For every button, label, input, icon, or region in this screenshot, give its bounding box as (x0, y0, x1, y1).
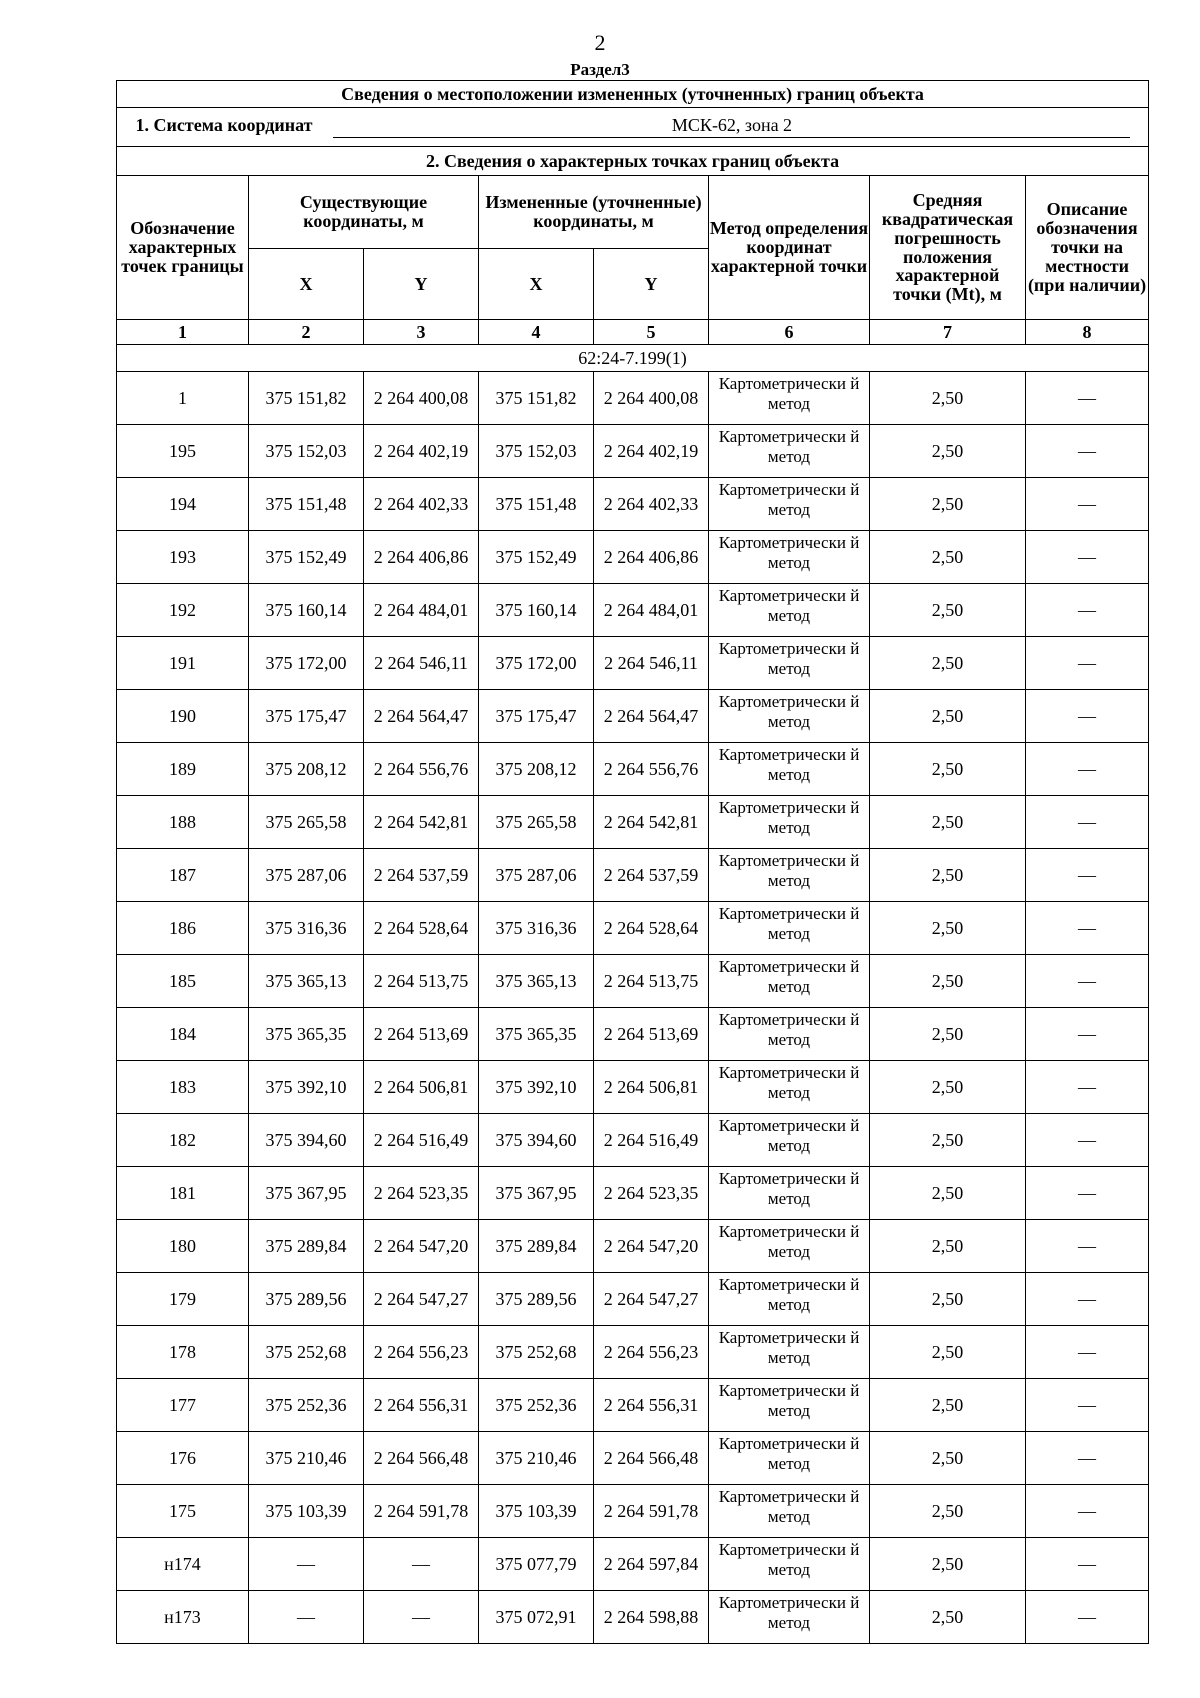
changed-x-cell: 375 077,79 (479, 1538, 594, 1591)
point-cell: н173 (117, 1591, 249, 1644)
changed-y-cell: 2 264 547,27 (594, 1273, 709, 1326)
description-cell: — (1026, 1167, 1149, 1220)
existing-y-cell: 2 264 546,11 (364, 637, 479, 690)
error-cell: 2,50 (870, 1167, 1026, 1220)
header-row-1 (117, 176, 1149, 249)
description-cell: — (1026, 1008, 1149, 1061)
description-cell: — (1026, 690, 1149, 743)
existing-x-cell: 375 367,95 (249, 1167, 364, 1220)
description-cell: — (1026, 1432, 1149, 1485)
existing-x-cell: 375 365,35 (249, 1008, 364, 1061)
error-cell: 2,50 (870, 690, 1026, 743)
table-row (117, 1220, 1149, 1273)
existing-y-cell: 2 264 523,35 (364, 1167, 479, 1220)
table-row (117, 372, 1149, 425)
description-cell: — (1026, 743, 1149, 796)
existing-x-cell: 375 392,10 (249, 1061, 364, 1114)
table-row (117, 1273, 1149, 1326)
description-cell: — (1026, 478, 1149, 531)
table-row (117, 743, 1149, 796)
changed-y-cell: 2 264 546,11 (594, 637, 709, 690)
method-cell: Картометрически й метод (709, 637, 870, 690)
method-cell: Картометрически й метод (709, 955, 870, 1008)
method-cell: Картометрически й метод (709, 849, 870, 902)
table-row (117, 796, 1149, 849)
existing-y-cell: 2 264 402,33 (364, 478, 479, 531)
description-cell: — (1026, 1538, 1149, 1591)
error-cell: 2,50 (870, 743, 1026, 796)
table-row (117, 902, 1149, 955)
point-cell: 194 (117, 478, 249, 531)
method-cell: Картометрически й метод (709, 1220, 870, 1273)
existing-y-cell: 2 264 402,19 (364, 425, 479, 478)
changed-y-cell: 2 264 537,59 (594, 849, 709, 902)
changed-x-cell: 375 208,12 (479, 743, 594, 796)
changed-y-cell: 2 264 516,49 (594, 1114, 709, 1167)
changed-x-cell: 375 172,00 (479, 637, 594, 690)
description-cell: — (1026, 1485, 1149, 1538)
error-cell: 2,50 (870, 1591, 1026, 1644)
error-cell: 2,50 (870, 1379, 1026, 1432)
header-changed-y: Y (594, 249, 709, 320)
existing-y-cell: 2 264 591,78 (364, 1485, 479, 1538)
point-cell: 187 (117, 849, 249, 902)
changed-y-cell: 2 264 484,01 (594, 584, 709, 637)
changed-x-cell: 375 175,47 (479, 690, 594, 743)
changed-y-cell: 2 264 400,08 (594, 372, 709, 425)
method-cell: Картометрически й метод (709, 1008, 870, 1061)
description-cell: — (1026, 425, 1149, 478)
existing-y-cell: 2 264 556,31 (364, 1379, 479, 1432)
changed-x-cell: 375 152,03 (479, 425, 594, 478)
header-method: Метод определения координат характерной точки (709, 176, 870, 320)
coord-system-value: МСК-62, зона 2 (333, 116, 1130, 139)
description-cell: — (1026, 1061, 1149, 1114)
table-title: Сведения о местоположении измененных (уточненных) границ объекта (117, 81, 1149, 108)
existing-y-cell: 2 264 537,59 (364, 849, 479, 902)
method-cell: Картометрически й метод (709, 1432, 870, 1485)
method-cell: Картометрически й метод (709, 1167, 870, 1220)
existing-y-cell: 2 264 528,64 (364, 902, 479, 955)
error-cell: 2,50 (870, 1220, 1026, 1273)
changed-x-cell: 375 316,36 (479, 902, 594, 955)
page-number: 2 (594, 30, 606, 55)
method-cell: Картометрически й метод (709, 743, 870, 796)
changed-x-cell: 375 210,46 (479, 1432, 594, 1485)
method-cell: Картометрически й метод (709, 1591, 870, 1644)
error-cell: 2,50 (870, 849, 1026, 902)
changed-x-cell: 375 252,36 (479, 1379, 594, 1432)
error-cell: 2,50 (870, 425, 1026, 478)
existing-y-cell: 2 264 484,01 (364, 584, 479, 637)
changed-y-cell: 2 264 556,76 (594, 743, 709, 796)
changed-y-cell: 2 264 402,33 (594, 478, 709, 531)
description-cell: — (1026, 955, 1149, 1008)
column-number: 5 (594, 320, 709, 345)
column-number: 1 (117, 320, 249, 345)
method-cell: Картометрически й метод (709, 902, 870, 955)
changed-y-cell: 2 264 506,81 (594, 1061, 709, 1114)
changed-y-cell: 2 264 542,81 (594, 796, 709, 849)
existing-x-cell: 375 289,84 (249, 1220, 364, 1273)
point-cell: 180 (117, 1220, 249, 1273)
point-cell: н174 (117, 1538, 249, 1591)
point-cell: 177 (117, 1379, 249, 1432)
existing-y-cell: 2 264 547,27 (364, 1273, 479, 1326)
header-changed-x: X (479, 249, 594, 320)
column-number: 7 (870, 320, 1026, 345)
changed-y-cell: 2 264 513,69 (594, 1008, 709, 1061)
error-cell: 2,50 (870, 902, 1026, 955)
existing-y-cell: 2 264 556,23 (364, 1326, 479, 1379)
changed-x-cell: 375 152,49 (479, 531, 594, 584)
changed-y-cell: 2 264 591,78 (594, 1485, 709, 1538)
existing-x-cell: 375 172,00 (249, 637, 364, 690)
error-cell: 2,50 (870, 478, 1026, 531)
changed-y-cell: 2 264 528,64 (594, 902, 709, 955)
existing-y-cell: 2 264 547,20 (364, 1220, 479, 1273)
table-row (117, 1326, 1149, 1379)
point-cell: 195 (117, 425, 249, 478)
table-title-row (117, 81, 1149, 108)
existing-x-cell: 375 252,68 (249, 1326, 364, 1379)
point-cell: 182 (117, 1114, 249, 1167)
method-cell: Картометрически й метод (709, 1379, 870, 1432)
table-row (117, 1538, 1149, 1591)
description-cell: — (1026, 531, 1149, 584)
error-cell: 2,50 (870, 1114, 1026, 1167)
table-row (117, 690, 1149, 743)
table-row (117, 637, 1149, 690)
error-cell: 2,50 (870, 1273, 1026, 1326)
method-cell: Картометрически й метод (709, 372, 870, 425)
existing-x-cell: — (249, 1591, 364, 1644)
error-cell: 2,50 (870, 637, 1026, 690)
header-description: Описание обозначения точки на местности (при наличии) (1026, 176, 1149, 320)
method-cell: Картометрически й метод (709, 425, 870, 478)
method-cell: Картометрически й метод (709, 1114, 870, 1167)
point-cell: 186 (117, 902, 249, 955)
method-cell: Картометрически й метод (709, 584, 870, 637)
table-row (117, 531, 1149, 584)
existing-x-cell: 375 365,13 (249, 955, 364, 1008)
table-row (117, 1591, 1149, 1644)
table-row (117, 1114, 1149, 1167)
point-cell: 190 (117, 690, 249, 743)
table-row (117, 849, 1149, 902)
existing-x-cell: 375 265,58 (249, 796, 364, 849)
changed-x-cell: 375 287,06 (479, 849, 594, 902)
error-cell: 2,50 (870, 1061, 1026, 1114)
header-existing-x: X (249, 249, 364, 320)
point-cell: 179 (117, 1273, 249, 1326)
coord-system-row (117, 108, 1149, 147)
description-cell: — (1026, 902, 1149, 955)
description-cell: — (1026, 372, 1149, 425)
description-cell: — (1026, 849, 1149, 902)
changed-y-cell: 2 264 523,35 (594, 1167, 709, 1220)
column-number: 4 (479, 320, 594, 345)
existing-y-cell: — (364, 1538, 479, 1591)
existing-y-cell: 2 264 406,86 (364, 531, 479, 584)
error-cell: 2,50 (870, 955, 1026, 1008)
table-row (117, 1379, 1149, 1432)
error-cell: 2,50 (870, 1432, 1026, 1485)
table-row (117, 1061, 1149, 1114)
column-numbers-row (117, 320, 1149, 345)
existing-y-cell: — (364, 1591, 479, 1644)
description-cell: — (1026, 1326, 1149, 1379)
table-row (117, 1008, 1149, 1061)
error-cell: 2,50 (870, 372, 1026, 425)
error-cell: 2,50 (870, 1326, 1026, 1379)
changed-x-cell: 375 289,84 (479, 1220, 594, 1273)
method-cell: Картометрически й метод (709, 1273, 870, 1326)
existing-x-cell: 375 103,39 (249, 1485, 364, 1538)
existing-y-cell: 2 264 542,81 (364, 796, 479, 849)
section-label: Раздел3 (570, 60, 630, 79)
boundary-points-table (116, 80, 1149, 1644)
description-cell: — (1026, 1591, 1149, 1644)
header-existing: Существующие координаты, м (249, 176, 479, 249)
existing-y-cell: 2 264 564,47 (364, 690, 479, 743)
existing-x-cell: 375 252,36 (249, 1379, 364, 1432)
changed-x-cell: 375 394,60 (479, 1114, 594, 1167)
header-designation: Обозначение характерных точек границы (117, 176, 249, 320)
changed-y-cell: 2 264 564,47 (594, 690, 709, 743)
table-row (117, 1432, 1149, 1485)
method-cell: Картометрически й метод (709, 1485, 870, 1538)
table-row (117, 584, 1149, 637)
column-number: 2 (249, 320, 364, 345)
changed-x-cell: 375 252,68 (479, 1326, 594, 1379)
existing-y-cell: 2 264 516,49 (364, 1114, 479, 1167)
parcel-number: 62:24-7.199(1) (117, 345, 1149, 372)
header-error: Средняя квадратическая погрешность положения характерной точки (Mt), м (870, 176, 1026, 320)
changed-x-cell: 375 367,95 (479, 1167, 594, 1220)
error-cell: 2,50 (870, 796, 1026, 849)
existing-y-cell: 2 264 513,75 (364, 955, 479, 1008)
changed-x-cell: 375 151,48 (479, 478, 594, 531)
changed-y-cell: 2 264 406,86 (594, 531, 709, 584)
changed-y-cell: 2 264 597,84 (594, 1538, 709, 1591)
point-cell: 1 (117, 372, 249, 425)
changed-x-cell: 375 151,82 (479, 372, 594, 425)
error-cell: 2,50 (870, 1485, 1026, 1538)
existing-x-cell: 375 152,49 (249, 531, 364, 584)
method-cell: Картометрически й метод (709, 1061, 870, 1114)
column-number: 6 (709, 320, 870, 345)
parcel-row (117, 345, 1149, 372)
error-cell: 2,50 (870, 584, 1026, 637)
table-row (117, 1485, 1149, 1538)
existing-x-cell: 375 210,46 (249, 1432, 364, 1485)
changed-x-cell: 375 289,56 (479, 1273, 594, 1326)
description-cell: — (1026, 1114, 1149, 1167)
error-cell: 2,50 (870, 1008, 1026, 1061)
changed-y-cell: 2 264 598,88 (594, 1591, 709, 1644)
changed-x-cell: 375 072,91 (479, 1591, 594, 1644)
existing-y-cell: 2 264 400,08 (364, 372, 479, 425)
existing-x-cell: 375 287,06 (249, 849, 364, 902)
point-cell: 184 (117, 1008, 249, 1061)
existing-x-cell: 375 289,56 (249, 1273, 364, 1326)
changed-y-cell: 2 264 556,31 (594, 1379, 709, 1432)
column-number: 8 (1026, 320, 1149, 345)
existing-x-cell: 375 316,36 (249, 902, 364, 955)
point-cell: 181 (117, 1167, 249, 1220)
existing-y-cell: 2 264 513,69 (364, 1008, 479, 1061)
method-cell: Картометрически й метод (709, 531, 870, 584)
existing-x-cell: 375 394,60 (249, 1114, 364, 1167)
table-row (117, 425, 1149, 478)
existing-y-cell: 2 264 506,81 (364, 1061, 479, 1114)
point-cell: 183 (117, 1061, 249, 1114)
error-cell: 2,50 (870, 1538, 1026, 1591)
existing-x-cell: 375 208,12 (249, 743, 364, 796)
existing-y-cell: 2 264 556,76 (364, 743, 479, 796)
table-row (117, 955, 1149, 1008)
changed-x-cell: 375 103,39 (479, 1485, 594, 1538)
changed-x-cell: 375 160,14 (479, 584, 594, 637)
error-cell: 2,50 (870, 531, 1026, 584)
existing-x-cell: 375 151,48 (249, 478, 364, 531)
changed-x-cell: 375 365,13 (479, 955, 594, 1008)
description-cell: — (1026, 584, 1149, 637)
changed-x-cell: 375 365,35 (479, 1008, 594, 1061)
method-cell: Картометрически й метод (709, 478, 870, 531)
point-cell: 191 (117, 637, 249, 690)
point-cell: 189 (117, 743, 249, 796)
description-cell: — (1026, 637, 1149, 690)
point-cell: 193 (117, 531, 249, 584)
header-changed: Измененные (уточненные) координаты, м (479, 176, 709, 249)
header-existing-y: Y (364, 249, 479, 320)
changed-y-cell: 2 264 402,19 (594, 425, 709, 478)
existing-x-cell: — (249, 1538, 364, 1591)
point-cell: 178 (117, 1326, 249, 1379)
coord-system-label: 1. Система координат (135, 114, 313, 135)
changed-y-cell: 2 264 513,75 (594, 955, 709, 1008)
column-number: 3 (364, 320, 479, 345)
existing-x-cell: 375 160,14 (249, 584, 364, 637)
existing-x-cell: 375 175,47 (249, 690, 364, 743)
table-row (117, 478, 1149, 531)
point-cell: 192 (117, 584, 249, 637)
existing-x-cell: 375 151,82 (249, 372, 364, 425)
point-cell: 185 (117, 955, 249, 1008)
changed-y-cell: 2 264 566,48 (594, 1432, 709, 1485)
existing-y-cell: 2 264 566,48 (364, 1432, 479, 1485)
method-cell: Картометрически й метод (709, 1538, 870, 1591)
changed-y-cell: 2 264 547,20 (594, 1220, 709, 1273)
method-cell: Картометрически й метод (709, 1326, 870, 1379)
point-cell: 176 (117, 1432, 249, 1485)
point-cell: 188 (117, 796, 249, 849)
table-row (117, 1167, 1149, 1220)
description-cell: — (1026, 1273, 1149, 1326)
method-cell: Картометрически й метод (709, 796, 870, 849)
points-title-row (117, 147, 1149, 176)
description-cell: — (1026, 1379, 1149, 1432)
points-title: 2. Сведения о характерных точках границ объекта (117, 147, 1149, 176)
method-cell: Картометрически й метод (709, 690, 870, 743)
changed-x-cell: 375 265,58 (479, 796, 594, 849)
description-cell: — (1026, 1220, 1149, 1273)
changed-x-cell: 375 392,10 (479, 1061, 594, 1114)
description-cell: — (1026, 796, 1149, 849)
existing-x-cell: 375 152,03 (249, 425, 364, 478)
changed-y-cell: 2 264 556,23 (594, 1326, 709, 1379)
point-cell: 175 (117, 1485, 249, 1538)
